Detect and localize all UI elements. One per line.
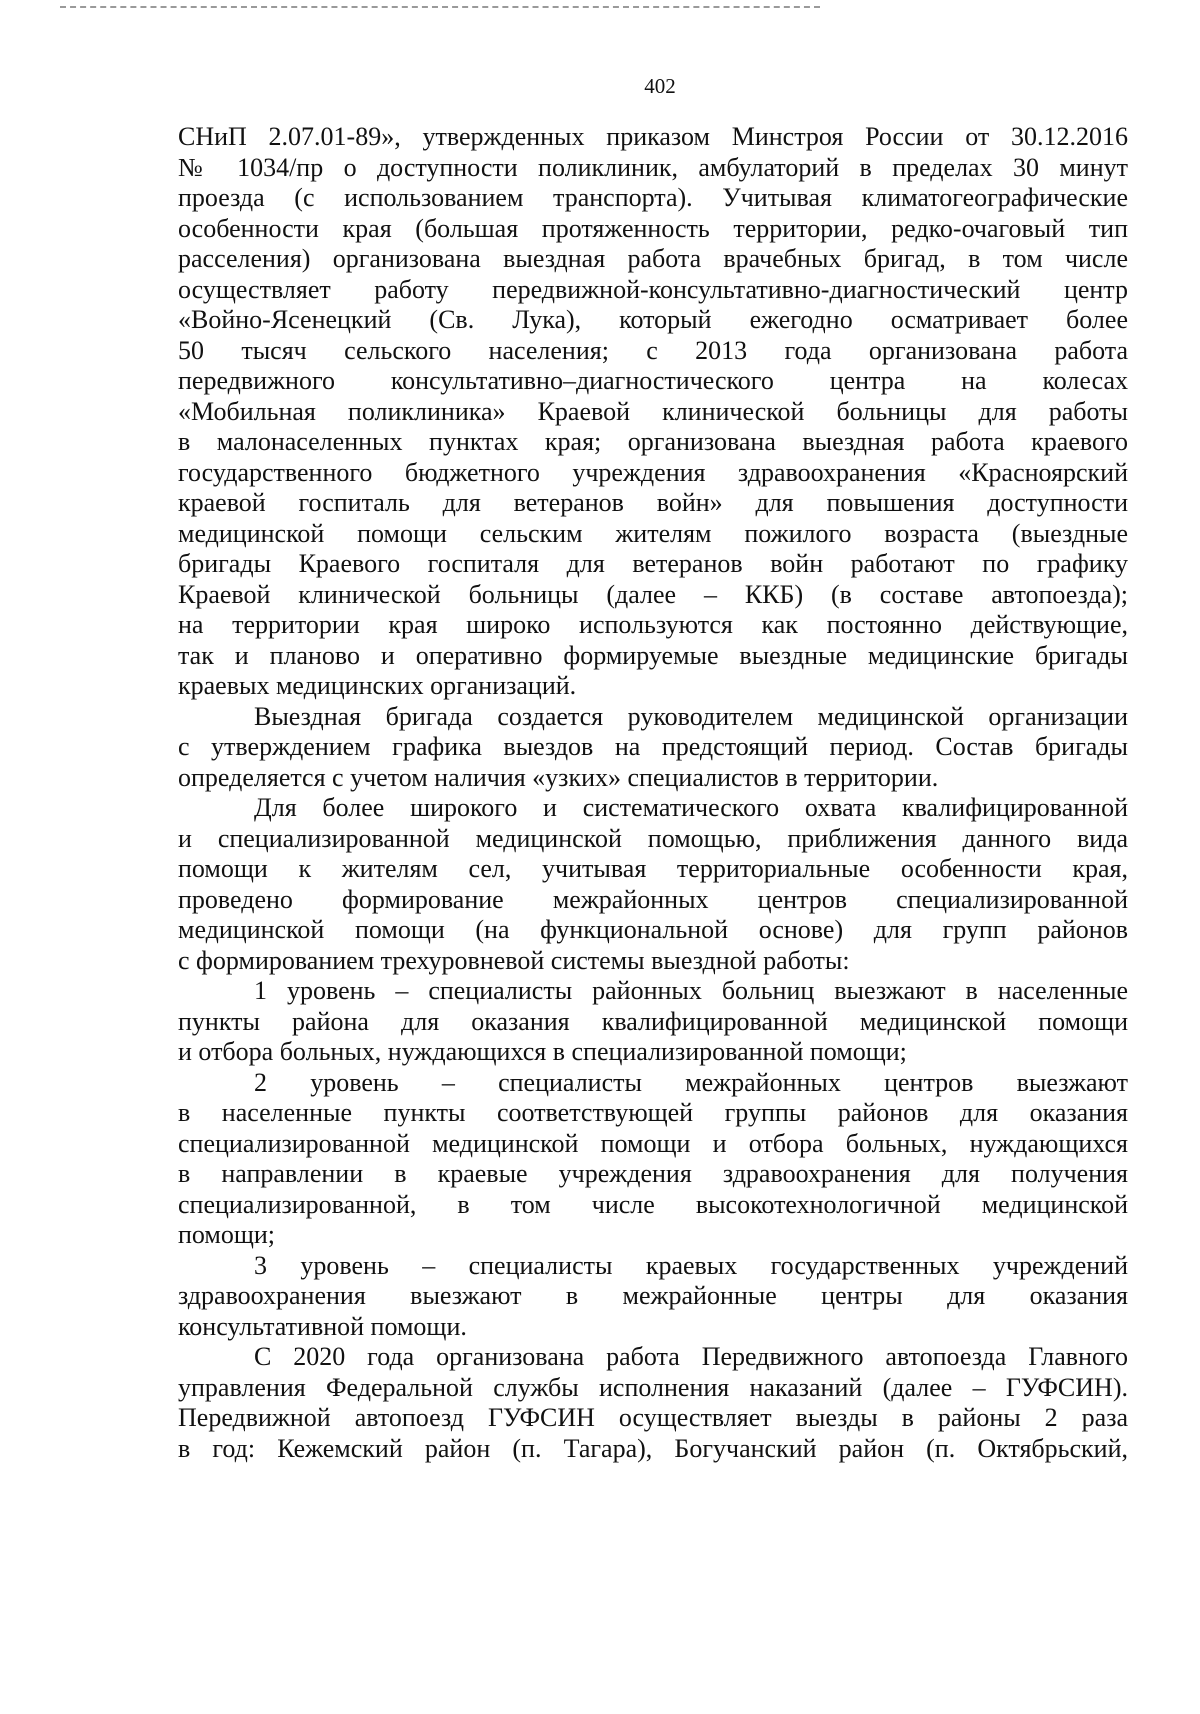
text-line: так и планово и оперативно формируемые выездные медицинские бригады: [178, 640, 1128, 670]
text-line: «Мобильная поликлиника» Краевой клинической больницы для работы: [178, 396, 1128, 426]
text-line: 50 тысяч сельского населения; с 2013 года организована работа: [178, 335, 1128, 365]
text-line: особенности края (большая протяженность территории, редко-очаговый тип: [178, 213, 1128, 243]
text-line: 2 уровень – специалисты межрайонных центров выезжают: [254, 1067, 1128, 1097]
text-line: и отбора больных, нуждающихся в специализированной помощи;: [178, 1037, 907, 1066]
text-line: управления Федеральной службы исполнения наказаний (далее – ГУФСИН).: [178, 1372, 1128, 1402]
text-line: Для более широкого и систематического охвата квалифицированной: [254, 793, 1128, 822]
text-line: помощи к жителям сел, учитывая территориальные особенности края,: [178, 854, 1128, 883]
text-line: специализированной медицинской помощи и отбора больных, нуждающихся: [178, 1128, 1128, 1158]
text-line: проведено формирование межрайонных центров специализированной: [178, 884, 1128, 914]
text-line: Краевой клинической больницы (далее – ККБ) (в составе автопоезда);: [178, 579, 1128, 609]
text-line: 1 уровень – специалисты районных больниц выезжают в населенные: [254, 976, 1128, 1005]
text-line: передвижного консультативно–диагностического центра на колесах: [178, 366, 1128, 395]
text-line: в населенные пункты соответствующей группы районов для оказания: [178, 1098, 1128, 1127]
text-line: 3 уровень – специалисты краевых государственных учреждений: [254, 1250, 1128, 1280]
text-line: в малонаселенных пунктах края; организована выездная работа краевого: [178, 427, 1128, 456]
text-line: специализированной, в том числе высокотехнологичной медицинской: [178, 1189, 1128, 1219]
text-line: С 2020 года организована работа Передвижного автопоезда Главного: [254, 1342, 1128, 1371]
text-line: медицинской помощи (на функциональной основе) для групп районов: [178, 915, 1128, 944]
text-line: на территории края широко используются как постоянно действующие,: [178, 610, 1128, 639]
text-line: медицинской помощи сельским жителям пожилого возраста (выездные: [178, 518, 1128, 548]
text-line: в направлении в краевые учреждения здравоохранения для получения: [178, 1159, 1128, 1188]
text-line: Выездная бригада создается руководителем медицинской организации: [254, 701, 1128, 731]
text-line: в год: Кежемский район (п. Тагара), Богучанский район (п. Октябрьский,: [178, 1433, 1128, 1463]
text-line: СНиП 2.07.01-89», утвержденных приказом Минстроя России от 30.12.2016: [178, 122, 1128, 151]
text-line: краевой госпиталь для ветеранов войн» для повышения доступности: [178, 488, 1128, 517]
text-line: краевых медицинских организаций.: [178, 671, 577, 700]
text-line: «Войно-Ясенецкий (Св. Лука), который ежегодно осматривает более: [178, 305, 1128, 334]
scan-top-edge-line: [60, 6, 820, 8]
text-line: пункты района для оказания квалифицированной медицинской помощи: [178, 1006, 1128, 1036]
text-line: Передвижной автопоезд ГУФСИН осуществляет выезды в районы 2 раза: [178, 1403, 1128, 1432]
text-line: проезда (с использованием транспорта). Учитывая климатогеографические: [178, 183, 1128, 212]
text-line: с формированием трехуровневой системы выездной работы:: [178, 945, 850, 975]
text-line: осуществляет работу передвижной-консультативно-диагностический центр: [178, 274, 1128, 304]
text-line: № 1034/пр о доступности поликлиник, амбулаторий в пределах 30 минут: [178, 152, 1128, 182]
body-text: [178, 122, 1128, 1464]
page-number: 402: [644, 74, 676, 98]
text-line: с утверждением графика выездов на предстоящий период. Состав бригады: [178, 732, 1128, 761]
text-line: расселения) организована выездная работа врачебных бригад, в том числе: [178, 244, 1128, 273]
text-line: помощи;: [178, 1220, 276, 1249]
text-line: определяется с учетом наличия «узких» специалистов в территории.: [178, 762, 939, 792]
text-line: здравоохранения выезжают в межрайонные центры для оказания: [178, 1281, 1128, 1310]
text-line: и специализированной медицинской помощью, приближения данного вида: [178, 823, 1128, 853]
text-line: государственного бюджетного учреждения здравоохранения «Красноярский: [178, 457, 1128, 487]
text-line: бригады Краевого госпиталя для ветеранов войн работают по графику: [178, 549, 1128, 578]
text-line: консультативной помощи.: [178, 1311, 467, 1341]
